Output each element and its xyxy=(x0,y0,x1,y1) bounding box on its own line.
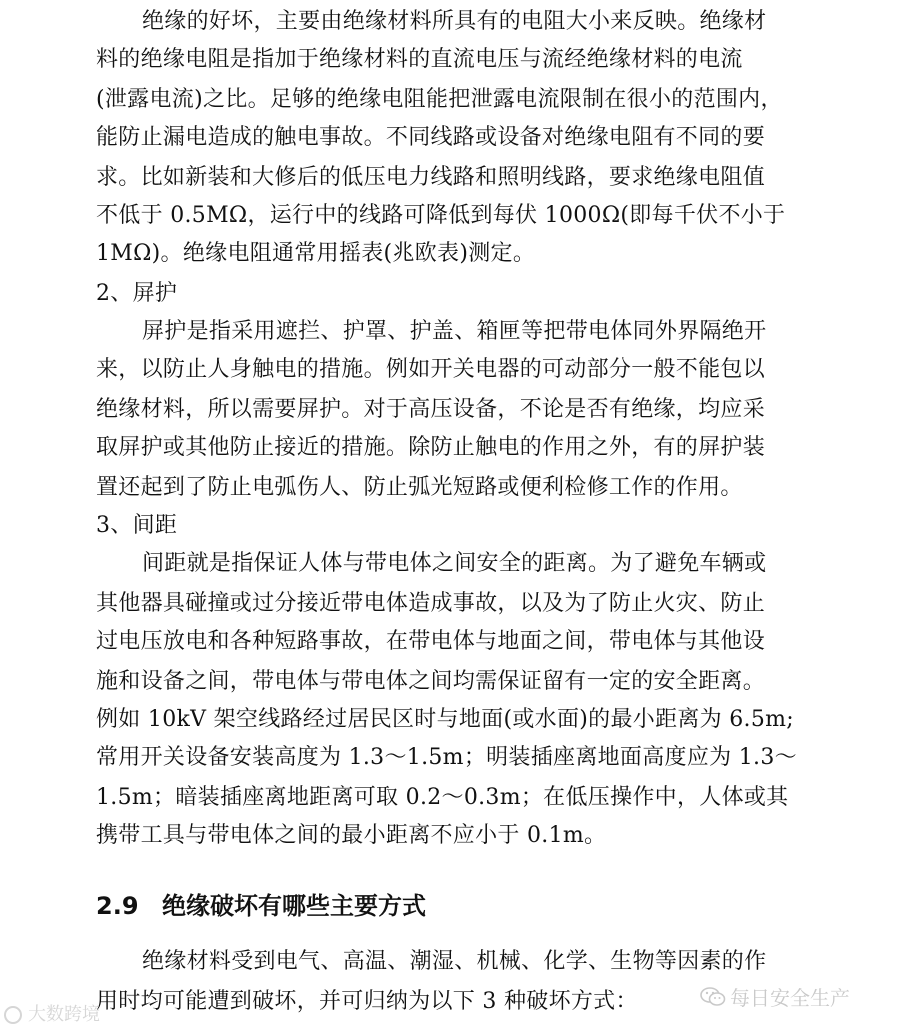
paragraph-1-line: 能防止漏电造成的触电事故。不同线路或设备对绝缘电阻有不同的要 xyxy=(96,125,766,150)
paragraph-1-line: 求。比如新装和大修后的低压电力线路和照明线路，要求绝缘电阻值 xyxy=(96,165,766,190)
paragraph-2-line: 屏护是指采用遮拦、护罩、护盖、箱匣等把带电体同外界隔绝开 xyxy=(142,319,767,344)
paragraph-4-line: 绝缘材料受到电气、高温、潮湿、机械、化学、生物等因素的作 xyxy=(142,949,767,974)
paragraph-3-line: 其他器具碰撞或过分接近带电体造成事故，以及为了防止火灾、防止 xyxy=(96,591,766,616)
paragraph-4-line: 用时均可能遭到破坏，并可归纳为以下 3 种破坏方式： xyxy=(96,989,638,1014)
paragraph-3-line: 常用开关设备安装高度为 1.3～1.5m；明装插座离地面高度应为 1.3～ xyxy=(96,745,797,770)
paragraph-2-line: 取屏护或其他防止接近的措施。除防止触电的作用之外，有的屏护装 xyxy=(96,435,766,460)
paragraph-1-line: 绝缘的好坏，主要由绝缘材料所具有的电阻大小来反映。绝缘材 xyxy=(142,9,767,34)
section-heading xyxy=(96,888,426,924)
paragraph-2-line: 来，以防止人身触电的措施。例如开关电器的可动部分一般不能包以 xyxy=(96,357,766,382)
paragraph-3-line: 1.5m；暗装插座离地距离可取 0.2～0.3m；在低压操作中，人体或其 xyxy=(96,785,789,810)
watermark-left-text: 大数跨境 xyxy=(28,1004,100,1025)
section-title-spacing: 3、间距 xyxy=(96,513,178,538)
section-heading-title: 绝缘破坏有哪些主要方式 xyxy=(162,892,426,920)
paragraph-2-line: 置还起到了防止电弧伤人、防止弧光短路或便利检修工作的作用。 xyxy=(96,475,743,500)
paragraph-2-line: 绝缘材料，所以需要屏护。对于高压设备，不论是否有绝缘，均应采 xyxy=(96,397,766,422)
paragraph-3-line: 间距就是指保证人体与带电体之间安全的距离。为了避免车辆或 xyxy=(142,551,767,576)
section-title-shielding: 2、屏护 xyxy=(96,281,178,306)
circle-logo-icon xyxy=(4,1006,22,1024)
paragraph-1-line: (泄露电流)之比。足够的绝缘电阻能把泄露电流限制在很小的范围内， xyxy=(96,87,783,112)
watermark-right-text: 每日安全生产 xyxy=(730,986,850,1010)
paragraph-3-line: 过电压放电和各种短路事故，在带电体与地面之间，带电体与其他设 xyxy=(96,629,766,654)
paragraph-3-line: 施和设备之间，带电体与带电体之间均需保证留有一定的安全距离。 xyxy=(96,669,766,694)
paragraph-1-line: 1MΩ)。绝缘电阻通常用摇表(兆欧表)测定。 xyxy=(96,241,536,266)
watermark-right xyxy=(700,982,850,1013)
wechat-icon xyxy=(700,986,726,1013)
section-number: 2.9 xyxy=(96,892,139,920)
paragraph-1-line: 不低于 0.5MΩ，运行中的线路可降低到每伏 1000Ω(即每千伏不小于 xyxy=(96,203,786,228)
paragraph-3-line: 携带工具与带电体之间的最小距离不应小于 0.1m。 xyxy=(96,823,607,848)
paragraph-3-line: 例如 10kV 架空线路经过居民区时与地面(或水面)的最小距离为 6.5m; xyxy=(96,707,795,732)
paragraph-1-line: 料的绝缘电阻是指加于绝缘材料的直流电压与流经绝缘材料的电流 xyxy=(96,47,743,72)
watermark-left xyxy=(4,1000,100,1026)
